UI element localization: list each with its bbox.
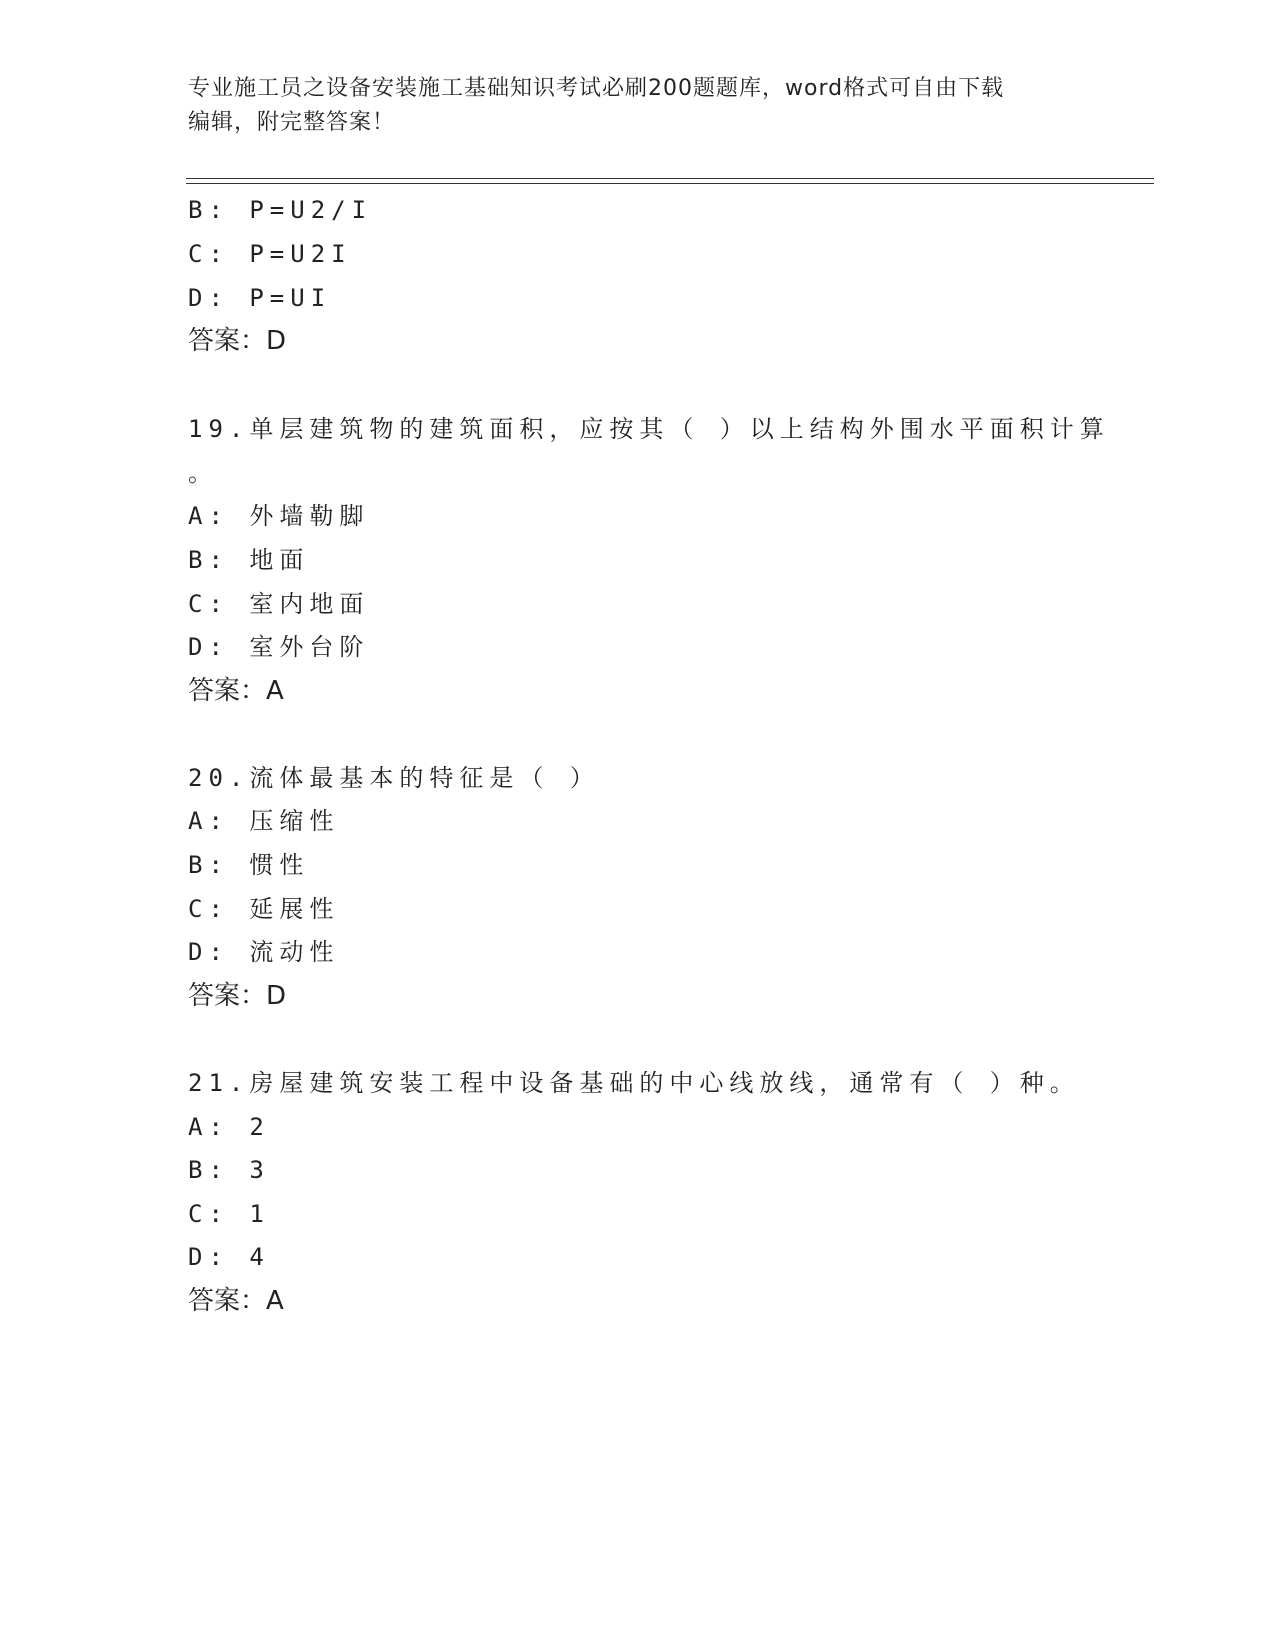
q20-option-a: A: 压缩性 bbox=[188, 807, 340, 835]
q20-answer: 答案：D bbox=[188, 981, 287, 1011]
q20-title: 20.流体最基本的特征是（ ） bbox=[188, 764, 600, 792]
document-header bbox=[188, 72, 1068, 140]
q21-option-a: A: 2 bbox=[188, 1113, 270, 1141]
q19-answer: 答案：A bbox=[188, 676, 284, 706]
header-line-1: 专业施工员之设备安装施工基础知识考试必刷200题题库，word格式可自由下载 bbox=[188, 76, 1005, 101]
q18-option-c: C: P=U2I bbox=[188, 240, 352, 268]
q18-option-b: B: P=U2/I bbox=[188, 196, 373, 224]
q21-title: 21.房屋建筑安装工程中设备基础的中心线放线，通常有（ ）种。 bbox=[188, 1069, 1080, 1097]
q19-option-d: D: 室外台阶 bbox=[188, 633, 370, 661]
q21-answer: 答案：A bbox=[188, 1286, 284, 1316]
q20-option-c: C: 延展性 bbox=[188, 895, 340, 923]
q19-option-b: B: 地面 bbox=[188, 546, 310, 574]
q18-option-d: D: P=UI bbox=[188, 284, 332, 312]
q19-title: 19.单层建筑物的建筑面积，应按其（ ）以上结构外围水平面积计算 bbox=[188, 415, 1110, 443]
q18-answer: 答案：D bbox=[188, 326, 287, 356]
header-divider-bottom bbox=[186, 183, 1154, 184]
q19-title-continuation: 。 bbox=[188, 459, 218, 487]
q21-option-b: B: 3 bbox=[188, 1156, 270, 1184]
header-divider-top bbox=[186, 178, 1154, 179]
q20-option-d: D: 流动性 bbox=[188, 938, 340, 966]
q19-option-a: A: 外墙勒脚 bbox=[188, 502, 370, 530]
header-line-2: 编辑，附完整答案！ bbox=[188, 110, 396, 135]
q19-option-c: C: 室内地面 bbox=[188, 590, 370, 618]
q21-option-c: C: 1 bbox=[188, 1200, 270, 1228]
q20-option-b: B: 惯性 bbox=[188, 851, 310, 879]
q21-option-d: D: 4 bbox=[188, 1243, 270, 1271]
